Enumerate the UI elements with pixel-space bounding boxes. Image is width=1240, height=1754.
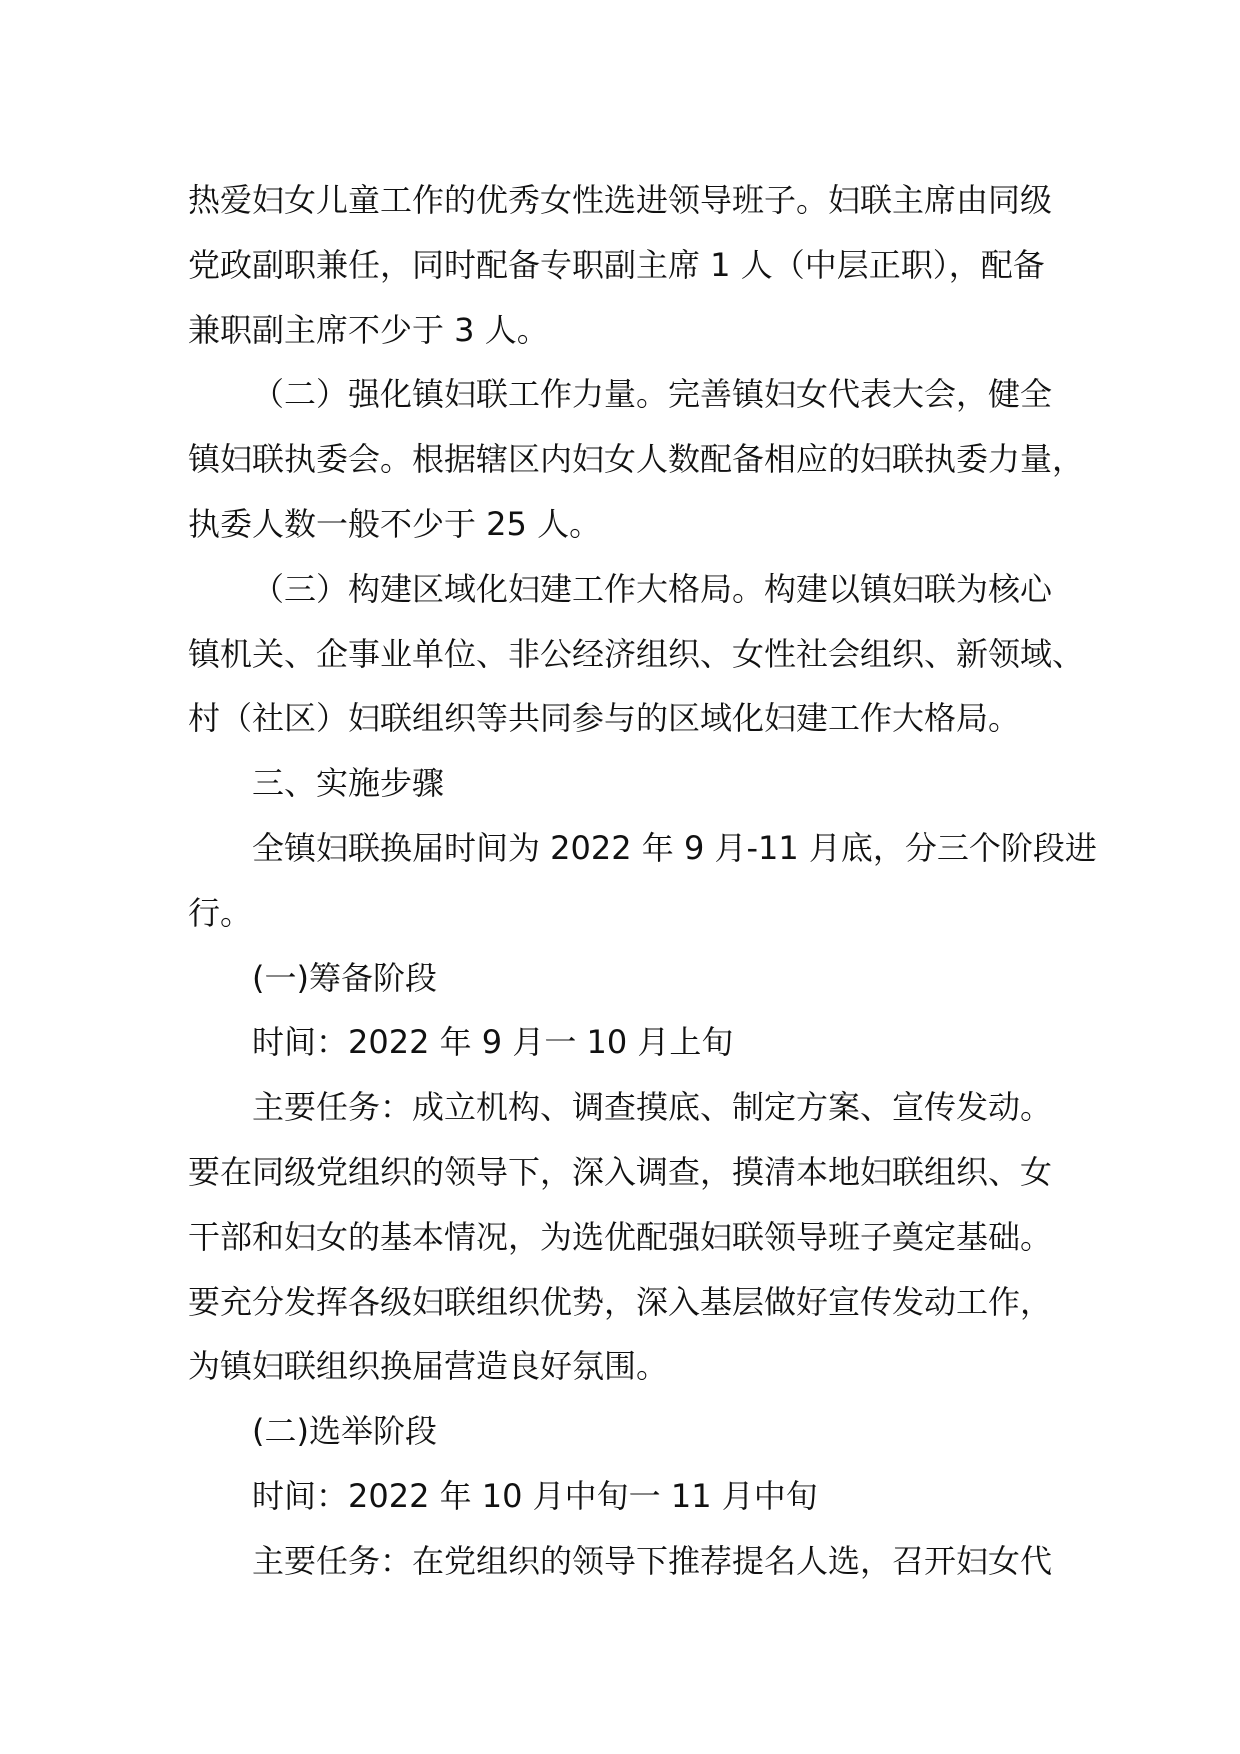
text-line-h4: (一)筹备阶段 <box>252 958 437 997</box>
text-line-p6-l2: 要在同级党组织的领导下，深入调查，摸清本地妇联组织、女 <box>188 1152 1053 1191</box>
text-line-p1-l3: 兼职副主席不少于 3 人。 <box>188 310 549 349</box>
text-line-p6-l4: 要充分发挥各级妇联组织优势，深入基层做好宣传发动工作， <box>188 1282 1053 1321</box>
text-line-h5: (二)选举阶段 <box>252 1412 437 1451</box>
text-line-p6-l5: 为镇妇联组织换届营造良好氛围。 <box>188 1347 669 1386</box>
text-line-p5-l1: 时间：2022 年 9 月一 10 月上旬 <box>252 1023 734 1062</box>
text-line-p6-l1: 主要任务：成立机构、调查摸底、制定方案、宣传发动。 <box>252 1088 1053 1127</box>
document-body <box>188 168 1097 1594</box>
text-line-p6-l3: 干部和妇女的基本情况，为选优配强妇联领导班子奠定基础。 <box>188 1217 1053 1256</box>
text-line-p7-l1: 时间：2022 年 10 月中旬一 11 月中旬 <box>252 1476 818 1515</box>
text-line-p2-l3: 执委人数一般不少于 25 人。 <box>188 504 602 543</box>
text-line-p2-l1: （二）强化镇妇联工作力量。完善镇妇女代表大会，健全 <box>252 375 1053 414</box>
text-line-p1-l2: 党政副职兼任，同时配备专职副主席 1 人（中层正职），配备 <box>188 245 1045 284</box>
text-line-h3: 三、实施步骤 <box>252 764 445 803</box>
text-line-p4-l2: 行。 <box>188 893 253 932</box>
text-line-p8-l1: 主要任务：在党组织的领导下推荐提名人选，召开妇女代 <box>252 1541 1053 1580</box>
text-line-p1-l1: 热爱妇女儿童工作的优秀女性选进领导班子。妇联主席由同级 <box>188 181 1053 219</box>
text-line-p4-l1: 全镇妇联换届时间为 2022 年 9 月-11 月底，分三个阶段进 <box>252 828 1097 867</box>
text-line-p3-l2: 镇机关、企事业单位、非公经济组织、女性社会组织、新领域、 <box>188 634 1085 673</box>
text-line-p3-l3: 村（社区）妇联组织等共同参与的区域化妇建工作大格局。 <box>188 699 1021 738</box>
text-line-p2-l2: 镇妇联执委会。根据辖区内妇女人数配备相应的妇联执委力量， <box>188 440 1085 479</box>
text-line-p3-l1: （三）构建区域化妇建工作大格局。构建以镇妇联为核心 <box>252 569 1053 608</box>
